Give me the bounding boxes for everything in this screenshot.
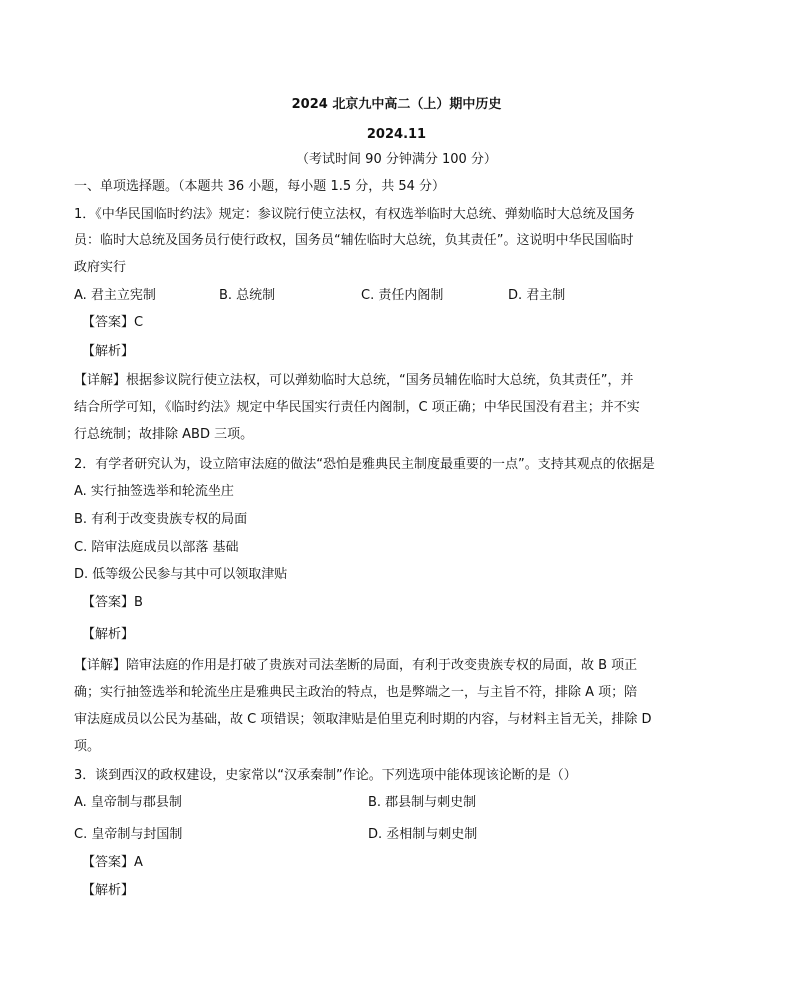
exam-info: （考试时间 90 分钟满分 100 分）	[296, 152, 497, 167]
option-b: B. 郡县制与刺史制	[368, 795, 477, 810]
analysis-label: 【解析】	[82, 627, 135, 642]
question-stem-line: 3．谈到西汉的政权建设，史家常以“汉承秦制”作论。下列选项中能体现该论断的是（）	[74, 768, 577, 783]
page-title: 2024 北京九中高二（上）期中历史	[291, 97, 502, 112]
detail-line: 【详解】根据参议院行使立法权，可以弹劾临时大总统，“国务员辅佐临时大总统，负其责任”，并	[74, 373, 634, 388]
option-a: A. 实行抽签选举和轮流坐庄	[74, 484, 234, 499]
question-stem-line: 2．有学者研究认为，设立陪审法庭的做法“恐怕是雅典民主制度最重要的一点”。支持其观点的依据是	[74, 457, 655, 472]
exam-date: 2024.11	[366, 127, 427, 142]
detail-line: 审法庭成员以公民为基础，故 C 项错误；领取津贴是伯里克利时期的内容，与材料主旨无关，排除 D	[74, 712, 652, 727]
answer-label: 【答案】A	[82, 855, 143, 870]
answer-label: 【答案】B	[82, 595, 143, 610]
option-b: B. 有利于改变贵族专权的局面	[74, 512, 248, 527]
analysis-label: 【解析】	[82, 883, 135, 898]
section-title: 一、单项选择题。（本题共 36 小题，每小题 1.5 分，共 54 分）	[74, 179, 446, 194]
answer-label: 【答案】C	[82, 315, 144, 330]
detail-line: 确；实行抽签选举和轮流坐庄是雅典民主政治的特点，也是弊端之一，与主旨不符，排除 A 项；陪	[74, 685, 638, 700]
option-d: D. 君主制	[508, 288, 566, 303]
question-stem-line: 1．《中华民国临时约法》规定：参议院行使立法权，有权选举临时大总统、弹劾临时大总统及国务	[74, 207, 635, 222]
option-b: B. 总统制	[219, 288, 276, 303]
detail-line: 项。	[74, 739, 101, 754]
option-d: D. 低等级公民参与其中可以领取津贴	[74, 567, 288, 582]
analysis-label: 【解析】	[82, 344, 135, 359]
option-c: C. 陪审法庭成员以部落 基础	[74, 540, 239, 555]
option-a: A. 皇帝制与郡县制	[74, 795, 182, 810]
option-a: A. 君主立宪制	[74, 288, 156, 303]
question-stem-line: 政府实行	[74, 260, 127, 275]
detail-line: 【详解】陪审法庭的作用是打破了贵族对司法垄断的局面，有利于改变贵族专权的局面，故 B 项正	[74, 658, 638, 673]
option-c: C. 责任内阁制	[361, 288, 444, 303]
detail-line: 行总统制；故排除 ABD 三项。	[74, 427, 254, 442]
option-c: C. 皇帝制与封国制	[74, 827, 183, 842]
option-d: D. 丞相制与刺史制	[368, 827, 478, 842]
detail-line: 结合所学可知，《临时约法》规定中华民国实行责任内阁制，C 项正确；中华民国没有君主；并不实	[74, 400, 640, 415]
question-stem-line: 员：临时大总统及国务员行使行政权，国务员“辅佐临时大总统，负其责任”。这说明中华民国临时	[74, 233, 634, 248]
